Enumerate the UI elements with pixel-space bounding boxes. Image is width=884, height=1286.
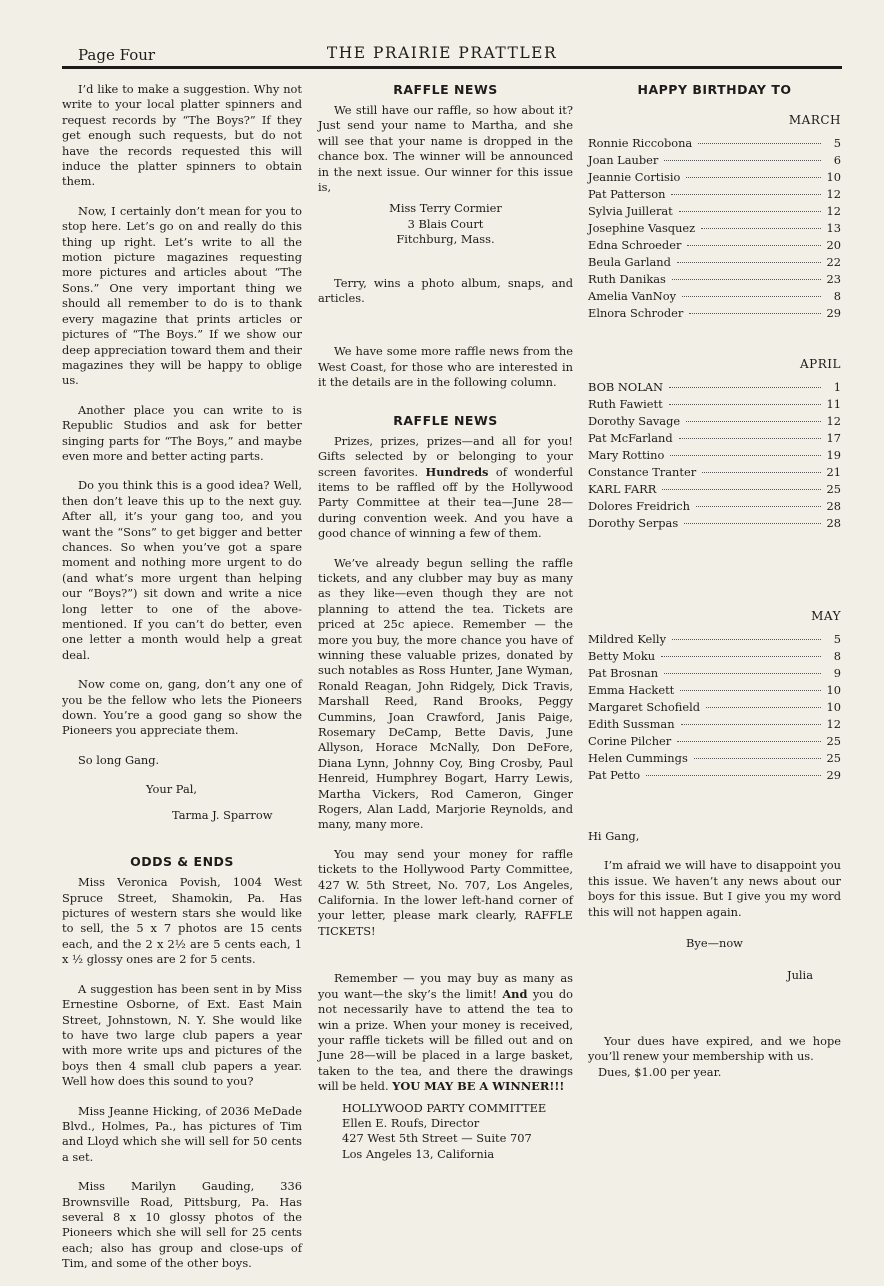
birthday-day: 11 <box>826 397 841 411</box>
birthday-name: Betty Moku <box>588 649 656 663</box>
month-section <box>588 357 841 533</box>
dot-leader <box>681 724 821 725</box>
birthday-day: 6 <box>833 153 841 167</box>
paragraph: Now come on, gang, don’t any one of you be the fellow who lets the Pioneers down. You’re a good gang so show the Pioneers you appreciate them. <box>62 677 302 738</box>
closing: Your Pal, <box>146 782 197 797</box>
dot-leader <box>686 177 820 178</box>
birthday-day: 20 <box>826 238 841 252</box>
dot-leader <box>694 758 821 759</box>
birthday-name: Ruth Danikas <box>588 272 666 286</box>
dot-leader <box>696 506 821 507</box>
birthday-name: Dolores Freidrich <box>588 499 690 513</box>
birthday-row <box>588 700 841 717</box>
birthday-row <box>588 272 841 289</box>
birthday-name: Corine Pilcher <box>588 734 672 748</box>
birthday-row <box>588 414 841 431</box>
committee-address: HOLLYWOOD PARTY COMMITTEE Ellen E. Roufs, Director 427 West 5th Street — Suite 707 Los Angeles 13, California <box>342 1100 547 1161</box>
birthday-name: Pat Patterson <box>588 187 666 201</box>
paragraph: I’m afraid we will have to disappoint you this issue. We haven’t any news about our boys for this issue. But I give you my word this will not happen again. <box>588 858 841 919</box>
birthday-day: 10 <box>826 683 841 697</box>
birthday-name: KARL FARR <box>588 482 657 496</box>
birthday-name: Pat Petto <box>588 768 641 782</box>
birthday-name: BOB NOLAN <box>588 380 663 394</box>
section-heading: ODDS & ENDS <box>130 854 234 870</box>
birthday-row <box>588 289 841 306</box>
paragraph: So long Gang. <box>78 752 160 767</box>
month-section <box>588 113 841 323</box>
dot-leader <box>661 656 821 657</box>
paragraph: Do you think this is a good idea? Well, then don’t leave this up to the next guy. After all, it’s your gang too, and you want the “Sons” to get bigger and better chances. So when you’ve got a spare moment and nothing more urgent to do (and what’s more urgent than helping our “Boys?”) sit down and write a nice long letter to one of the above-mentioned. If you can’t do better, even one letter a month would help a great deal. <box>62 478 302 662</box>
birthday-list <box>588 113 841 785</box>
header-rule <box>62 66 842 69</box>
birthday-name: Ruth Fawiett <box>588 397 663 411</box>
winner-address: Miss Terry Cormier 3 Blais Court Fitchburg, Mass. <box>389 201 502 247</box>
signature: Tarma J. Sparrow <box>172 808 273 823</box>
page-header <box>0 46 884 68</box>
dot-leader <box>682 296 821 297</box>
paragraph: You may send your money for raffle tickets to the Hollywood Party Committee, 427 W. 5th Street, No. 707, Los Angeles, California. In the lower left-hand corner of your letter, please mark clearly, RAFFLE TICKETS! <box>318 846 573 938</box>
birthday-row <box>588 734 841 751</box>
signature: Julia <box>787 968 813 983</box>
dues-notice: Your dues have expired, and we hope you’ll renew your membership with us. Dues, $1.00 per year. <box>588 1034 841 1079</box>
birthday-name: Edna Schroeder <box>588 238 682 252</box>
birthday-row <box>588 153 841 170</box>
letter <box>588 829 841 1080</box>
dot-leader <box>664 673 821 674</box>
paragraph: Miss Marilyn Gauding, 336 Brownsville Road, Pittsburg, Pa. Has several 8 x 10 glossy photos of the Pioneers which she will sell for 25 cents each; also has group and close-ups of Tim, and some of the other boys. <box>62 1179 302 1271</box>
birthday-row <box>588 666 841 683</box>
birthday-day: 22 <box>826 255 841 269</box>
birthday-name: Jeannie Cortisio <box>588 170 681 184</box>
birthday-row <box>588 204 841 221</box>
birthday-row <box>588 683 841 700</box>
birthday-name: Ronnie Riccobona <box>588 136 693 150</box>
birthday-row <box>588 632 841 649</box>
birthday-row <box>588 136 841 153</box>
birthday-row <box>588 380 841 397</box>
dot-leader <box>679 211 821 212</box>
dot-leader <box>677 741 820 742</box>
dot-leader <box>672 639 821 640</box>
paragraph: Terry, wins a photo album, snaps, and articles. <box>318 275 573 306</box>
paragraph: Miss Jeanne Hicking, of 2036 MeDade Blvd., Holmes, Pa., has pictures of Tim and Lloyd which she will sell for 50 cents a set. <box>62 1103 302 1164</box>
dot-leader <box>687 245 820 246</box>
birthday-name: Mildred Kelly <box>588 632 667 646</box>
dot-leader <box>689 313 820 314</box>
section-heading: RAFFLE NEWS <box>393 82 498 97</box>
birthday-name: Pat Brosnan <box>588 666 659 680</box>
birthday-day: 12 <box>826 717 841 731</box>
publication-title: THE PRAIRIE PRATTLER <box>326 44 558 62</box>
dot-leader <box>684 523 820 524</box>
birthday-name: Elnora Schroder <box>588 306 684 320</box>
birthday-day: 25 <box>826 482 841 496</box>
dot-leader <box>680 690 820 691</box>
paragraph: We’ve already begun selling the raffle tickets, and any clubber may buy as many as they like—even though they are not planning to attend the tea. Tickets are priced at 25c apiece. Remember — the more you buy, the more chance you have of winning these valuable prizes, donated by such notables as Ross Hunter, Jane Wyman, Ronald Reagan, John Ridgely, Dick Travis, Marshall Reed, Rand Brooks, Peggy Cummins, Joan Crawford, Janis Paige, Rosemary DeCamp, Bette Davis, June Allyson, Horace McNally, Don DeFore, Diana Lynn, Johnny Coy, Bing Crosby, Paul Henreid, Humphrey Bogart, Harry Lewis, Martha Vickers, Rod Cameron, Ginger Rogers, Alan Ladd, Marjorie Reynolds, and many, many more. <box>318 555 573 832</box>
birthday-name: Josephine Vasquez <box>588 221 696 235</box>
paragraph: I’d like to make a suggestion. Why not write to your local platter spinners and request records by “The Boys?” If they get enough such requests, but do not have the records requested this will induce the platter spinners to obtain them. <box>62 82 302 189</box>
month-section <box>588 609 841 785</box>
birthday-row <box>588 499 841 516</box>
birthday-name: Dorothy Serpas <box>588 516 679 530</box>
page-number: Page Four <box>78 46 156 64</box>
dot-leader <box>646 775 820 776</box>
birthday-row <box>588 751 841 768</box>
column-right <box>588 82 841 1080</box>
dot-leader <box>702 472 820 473</box>
section-heading: HAPPY BIRTHDAY TO <box>637 82 792 97</box>
dot-leader <box>664 160 821 161</box>
birthday-name: Joan Lauber <box>588 153 659 167</box>
birthday-day: 8 <box>833 289 841 303</box>
birthday-day: 9 <box>833 666 841 680</box>
paragraph: A suggestion has been sent in by Miss Ernestine Osborne, of Ext. East Main Street, Johnstown, N. Y. She would like to have two large club papers a year with more write ups and pictures of the boys then 4 small club papers a year. Well how does this sound to you? <box>62 981 302 1089</box>
dot-leader <box>670 455 820 456</box>
birthday-day: 23 <box>826 272 841 286</box>
birthday-row <box>588 649 841 666</box>
birthday-day: 29 <box>826 768 841 782</box>
birthday-row <box>588 255 841 272</box>
birthday-row <box>588 187 841 204</box>
paragraph: Prizes, prizes, prizes—and all for you! Gifts selected by or belonging to your screen favorites. Hundreds of wonderful items to be raffled off by the Hollywood Party Committee at their tea—June 28—during convention week. And you have a good chance of winning a few of them. <box>318 433 574 541</box>
birthday-day: 5 <box>833 632 841 646</box>
birthday-row <box>588 448 841 465</box>
dot-leader <box>698 143 821 144</box>
birthday-day: 28 <box>826 499 841 513</box>
birthday-row <box>588 221 841 238</box>
birthday-row <box>588 431 841 448</box>
dot-leader <box>669 404 821 405</box>
birthday-day: 25 <box>826 734 841 748</box>
birthday-day: 1 <box>833 380 841 394</box>
birthday-row <box>588 397 841 414</box>
column-left <box>62 82 302 1286</box>
birthday-row <box>588 170 841 187</box>
birthday-name: Edith Sussman <box>588 717 675 731</box>
birthday-row <box>588 768 841 785</box>
dot-leader <box>662 489 820 490</box>
birthday-day: 12 <box>826 187 841 201</box>
birthday-day: 5 <box>833 136 841 150</box>
month-heading: MAY <box>811 609 841 623</box>
birthday-name: Pat McFarland <box>588 431 673 445</box>
dot-leader <box>686 421 820 422</box>
month-heading: MARCH <box>788 113 841 127</box>
birthday-day: 10 <box>826 170 841 184</box>
birthday-name: Emma Hackett <box>588 683 675 697</box>
birthday-name: Beula Garland <box>588 255 671 269</box>
bye: Bye—now <box>686 936 743 951</box>
birthday-row <box>588 482 841 499</box>
birthday-name: Mary Rottino <box>588 448 665 462</box>
birthday-day: 21 <box>826 465 841 479</box>
dot-leader <box>679 438 821 439</box>
paragraph: Remember — you may buy as many as you want—the sky’s the limit! And you do not necessarily have to attend the tea to win a prize. When your money is received, your raffle tickets will be filled out and on June 28—will be placed in a large basket, taken to the tea, and there the drawings will be held. YOU MAY BE A WINNER!!! <box>318 971 573 1094</box>
birthday-day: 12 <box>826 414 841 428</box>
dot-leader <box>671 194 820 195</box>
birthday-name: Helen Cummings <box>588 751 688 765</box>
birthday-row <box>588 306 841 323</box>
paragraph: Another place you can write to is Republic Studios and ask for better singing parts for “The Boys,” and maybe even more and better acting parts. <box>62 402 302 463</box>
greeting: Hi Gang, <box>588 829 640 843</box>
paragraph: Now, I certainly don’t mean for you to stop here. Let’s go on and really do this thing up right. Let’s write to all the motion picture magazines requesting more pictures and articles about “The Sons.” One very important thing we should all remember to do is to thank every magazine that prints articles or pictures of “The Boys.” If we show our deep appreciation toward them and their magazines they will be happy to oblige us. <box>62 203 302 388</box>
birthday-day: 12 <box>826 204 841 218</box>
dot-leader <box>706 707 820 708</box>
birthday-name: Sylvia Juillerat <box>588 204 673 218</box>
paragraph: We have some more raffle news from the West Coast, for those who are interested in it the details are in the following column. <box>318 344 573 390</box>
paragraph: Miss Veronica Povish, 1004 West Spruce Street, Shamokin, Pa. Has pictures of western stars she would like to sell, the 5 x 7 photos are 15 cents each, and the 2 x 2½ are 5 cents each, 1 x ½ glossy ones are 2 for 5 cents. <box>62 875 302 967</box>
birthday-name: Dorothy Savage <box>588 414 681 428</box>
section-heading: RAFFLE NEWS <box>393 412 498 428</box>
birthday-day: 28 <box>826 516 841 530</box>
birthday-name: Amelia VanNoy <box>588 289 677 303</box>
birthday-day: 13 <box>826 221 841 235</box>
birthday-day: 19 <box>826 448 841 462</box>
birthday-day: 29 <box>826 306 841 320</box>
column-middle <box>318 82 573 1162</box>
birthday-row <box>588 465 841 482</box>
birthday-day: 17 <box>826 431 841 445</box>
birthday-day: 10 <box>826 700 841 714</box>
month-heading: APRIL <box>800 357 841 371</box>
birthday-day: 25 <box>826 751 841 765</box>
birthday-row <box>588 238 841 255</box>
birthday-row <box>588 516 841 533</box>
birthday-name: Constance Tranter <box>588 465 697 479</box>
paragraph: We still have our raffle, so how about it? Just send your name to Martha, and she will see that your name is dropped in the chance box. The winner will be announced in the next issue. Our winner for this issue is, <box>318 103 573 195</box>
birthday-name: Margaret Schofield <box>588 700 701 714</box>
dot-leader <box>669 387 821 388</box>
birthday-row <box>588 717 841 734</box>
dot-leader <box>701 228 820 229</box>
dot-leader <box>677 262 821 263</box>
dot-leader <box>672 279 821 280</box>
birthday-day: 8 <box>833 649 841 663</box>
